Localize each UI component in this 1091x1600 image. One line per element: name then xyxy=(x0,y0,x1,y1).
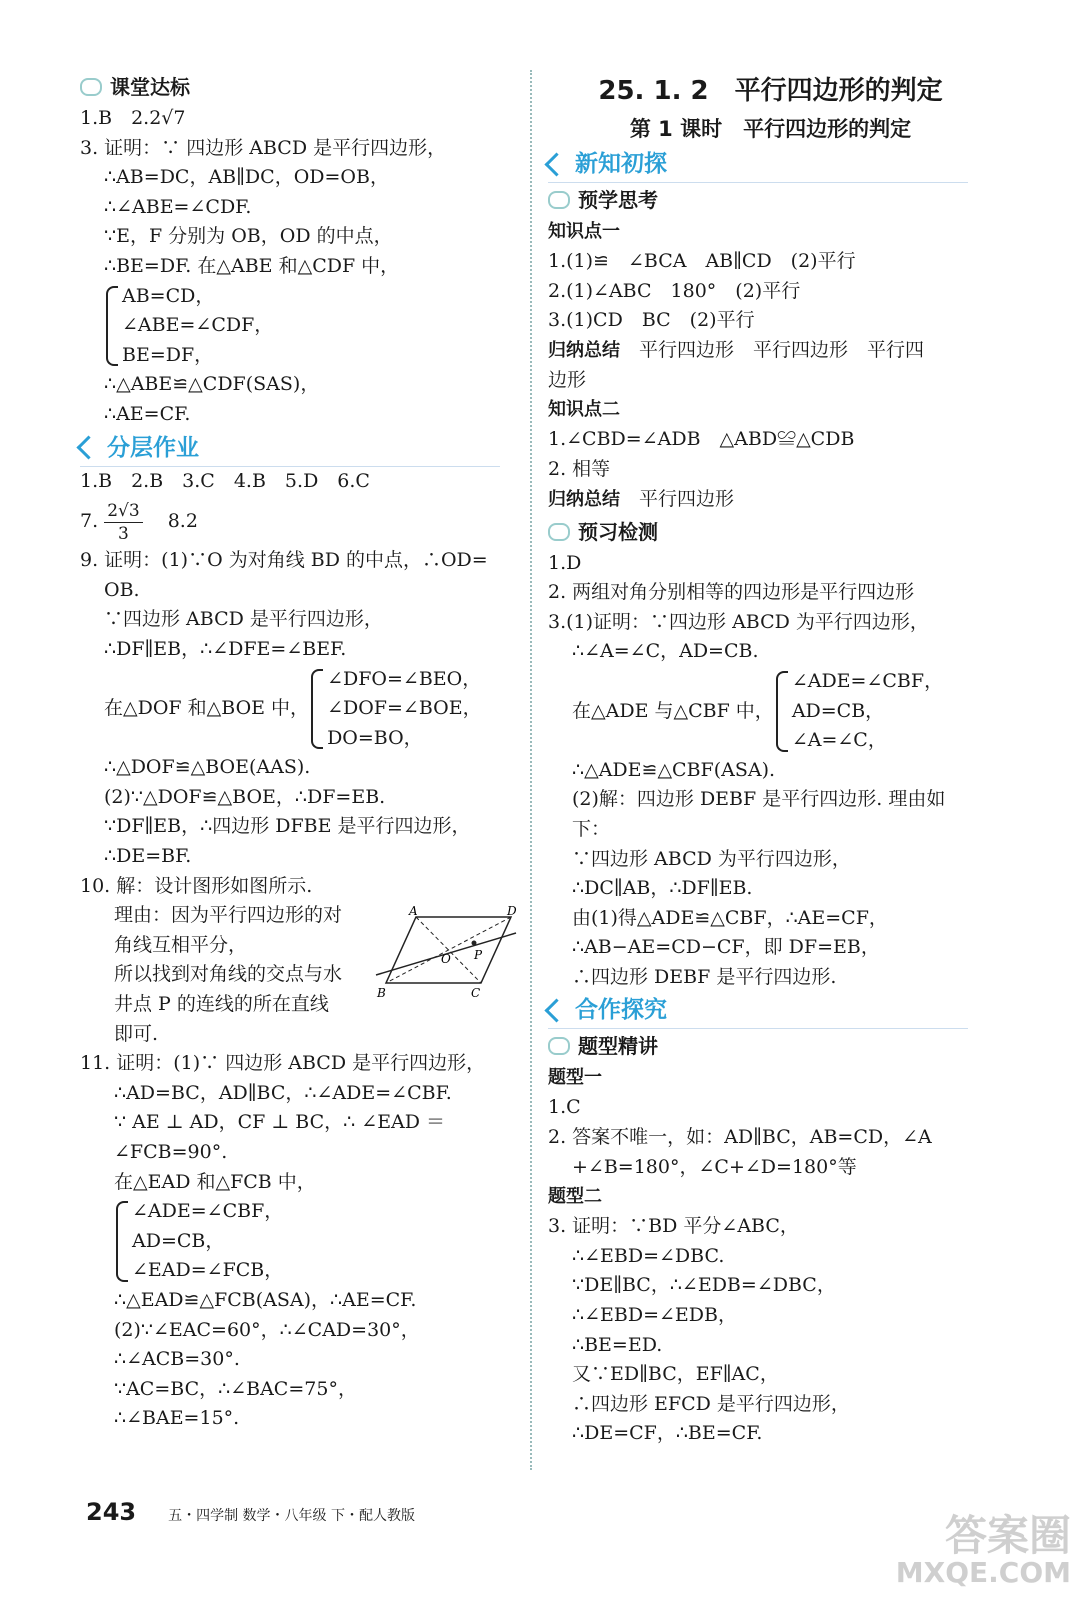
system-line: ∠ADE=∠CBF， xyxy=(791,669,944,692)
system-line: ∠ADE=∠CBF， xyxy=(132,1200,284,1223)
answer-line: (2)∵△DOF≌△BOE，∴DF=EB. xyxy=(104,785,386,808)
answer-line: ∴△DOF≌△BOE(AAS). xyxy=(104,756,311,779)
answer-line: ∵四边形 ABCD 为平行四边形， xyxy=(572,847,851,870)
equation-system xyxy=(80,1197,520,1286)
system-intro: 在△DOF 和△BOE 中， xyxy=(104,697,310,720)
column-divider xyxy=(530,70,532,1470)
pencil-icon xyxy=(548,523,570,541)
page-number: 243 xyxy=(86,1498,137,1526)
answer-line: ∴∠A=∠C，AD=CB. xyxy=(572,640,759,663)
answer-line: ∵E，F 分别为 OB，OD 的中点， xyxy=(104,225,393,248)
subheading: 题型二 xyxy=(548,1186,602,1208)
answer-line: ∴BE=ED. xyxy=(572,1333,663,1356)
answer-line: 1.∠CBD=∠ADB △ABD≌△CDB xyxy=(548,428,855,451)
section-heading-jiance: 预习检测 xyxy=(548,515,993,549)
answer-line-7: 7. $\frac{2√3}{3}$ 8.2 xyxy=(80,500,198,544)
answer-line: 3. 证明：∵BD 平分∠ABC， xyxy=(548,1215,799,1238)
answer-line: ∴AE=CF. xyxy=(104,402,191,425)
equation-system xyxy=(80,282,520,371)
answer-line: ∴AB−AE=CD−CF，即 DF=EB， xyxy=(572,936,880,959)
right-column xyxy=(548,70,993,1449)
point-p xyxy=(472,941,477,946)
answer-line: ∴AD=BC，AD∥BC，∴∠ADE=∠CBF. xyxy=(114,1081,452,1104)
equation-system xyxy=(548,667,993,756)
answer-line: ∴DE=CF，∴BE=CF. xyxy=(572,1422,763,1445)
answer-line: ∴△ADE≌△CBF(ASA). xyxy=(572,758,776,781)
equation-system xyxy=(80,665,520,754)
label-c: C xyxy=(471,986,481,1001)
answer-line: ∵DE∥BC，∴∠EDB=∠DBC， xyxy=(572,1274,836,1297)
answer-line: 3.(1)CD BC (2)平行 xyxy=(548,309,755,332)
answer-line: 3. 证明：∵ 四边形 ABCD 是平行四边形， xyxy=(80,136,447,159)
answer-line: ∴∠EBD=∠EDB， xyxy=(572,1304,737,1327)
answer-line: ∴四边形 DEBF 是平行四边形. xyxy=(572,965,837,988)
answer-line: ∴BE=DF. 在△ABE 和△CDF 中， xyxy=(104,254,400,277)
person-icon xyxy=(548,191,570,209)
answer-line: ∴∠BAE=15°. xyxy=(114,1407,240,1430)
section-heading-tixing: 题型精讲 xyxy=(548,1029,993,1063)
answer-line: 在△EAD 和△FCB 中， xyxy=(114,1170,316,1193)
answer-line: ∴DE=BF. xyxy=(104,845,192,868)
label-a: A xyxy=(409,905,419,919)
answer-line: ∴∠EBD=∠DBC. xyxy=(572,1244,725,1267)
answer-line: 10. 解：设计图形如图所示. xyxy=(80,874,313,897)
answer-line: 井点 P 的连线的所在直线 xyxy=(114,993,329,1016)
section-heading-yuxue: 预学思考 xyxy=(548,183,993,217)
brace xyxy=(106,286,118,367)
system-line: ∠ABE=∠CDF， xyxy=(122,314,274,337)
answer-line: 1.C xyxy=(548,1096,581,1119)
section-heading-hezuo: 合作探究 xyxy=(548,992,968,1029)
summary-line: 归纳总结 平行四边形 xyxy=(548,487,735,510)
system-line: AB=CD， xyxy=(122,284,215,307)
answer-line: 3.(1)证明：∵四边形 ABCD 为平行四边形， xyxy=(548,610,929,633)
subheading: 知识点二 xyxy=(548,399,620,421)
answer-line: 又∵ED∥BC，EF∥AC， xyxy=(572,1363,779,1386)
answer-line: 角线互相平分， xyxy=(114,933,248,956)
answer-line: ∴△ABE≌△CDF(SAS)， xyxy=(104,373,320,396)
page-footer xyxy=(86,1498,415,1526)
section-heading-keta: 课堂达标 xyxy=(80,70,520,104)
system-line: ∠EAD=∠FCB， xyxy=(132,1259,284,1282)
answer-line: 2. 两组对角分别相等的四边形是平行四边形 xyxy=(548,581,915,604)
answer-line: 1.D xyxy=(548,551,582,574)
answer-line: OB. xyxy=(104,578,140,601)
bubble-icon xyxy=(548,1037,570,1055)
book-icon xyxy=(80,78,102,96)
answer-line: ∴∠ACB=30°. xyxy=(114,1348,240,1371)
watermark-url: MXQE.COM xyxy=(895,1556,1071,1589)
answer-line: (2)∵∠EAC=60°，∴∠CAD=30°， xyxy=(114,1318,420,1341)
answer-line: 1.B 2.2√7 xyxy=(80,107,186,129)
answer-line: (2)解：四边形 DEBF 是平行四边形. 理由如 xyxy=(572,788,946,811)
answer-line: ∴∠ABE=∠CDF. xyxy=(104,195,252,218)
answer-line: +∠B=180°，∠C+∠D=180°等 xyxy=(572,1155,857,1178)
answer-line: 1.B 2.B 3.C 4.B 5.D 6.C xyxy=(80,469,370,492)
answer-line: ∴四边形 EFCD 是平行四边形， xyxy=(572,1392,850,1415)
subheading: 题型一 xyxy=(548,1067,602,1089)
system-line: ∠DFO=∠BEO， xyxy=(327,667,482,690)
fraction: $\frac{2√3}{3}$ xyxy=(104,500,142,545)
answer-line: 11. 证明：(1)∵ 四边形 ABCD 是平行四边形， xyxy=(80,1052,486,1075)
parallelogram-figure xyxy=(371,905,520,1005)
brace xyxy=(776,671,788,752)
answer-line: 下： xyxy=(572,817,611,840)
arrow-icon xyxy=(544,152,568,176)
system-line: ∠A=∠C， xyxy=(791,729,887,752)
arrow-icon xyxy=(544,998,568,1022)
section-heading-fenceng: 分层作业 xyxy=(80,430,500,467)
lesson-title: 第 1 课时 平行四边形的判定 xyxy=(629,117,912,141)
answer-line: 9. 证明：(1)∵O 为对角线 BD 的中点，∴OD= xyxy=(80,549,488,572)
diagonal-bd xyxy=(386,917,511,983)
answer-line: 即可. xyxy=(114,1022,159,1045)
brace xyxy=(116,1201,128,1282)
answer-line: ∴DC∥AB，∴DF∥EB. xyxy=(572,877,753,900)
brace xyxy=(311,669,323,750)
answer-line: 由(1)得△ADE≌△CBF，∴AE=CF， xyxy=(572,906,888,929)
q10-block xyxy=(80,901,520,1049)
system-line: ∠DOF=∠BOE， xyxy=(327,697,482,720)
footer-text: 五・四学制 数学・八年级 下・配人教版 xyxy=(168,1508,416,1524)
left-column xyxy=(80,70,520,1434)
watermark-logo: 答案圈 xyxy=(944,1511,1071,1560)
answer-line: ∠FCB=90°. xyxy=(114,1141,228,1163)
answer-line: 理由：因为平行四边形的对 xyxy=(114,904,343,927)
answer-line: ∴△EAD≌△FCB(ASA)，∴AE=CF. xyxy=(114,1288,417,1311)
answer-line: 2. 相等 xyxy=(548,457,611,480)
answer-line: ∵AC=BC，∴∠BAC=75°， xyxy=(114,1377,357,1400)
system-intro: 在△ADE 与△CBF 中， xyxy=(572,699,774,722)
answer-line: 所以找到对角线的交点与水 xyxy=(114,963,343,986)
label-d: D xyxy=(507,905,518,919)
watermark xyxy=(895,1511,1071,1589)
section-title: 25. 1. 2 平行四边形的判定 xyxy=(598,76,943,106)
system-line: AD=CB， xyxy=(791,699,885,722)
label-b: B xyxy=(377,986,387,1001)
answer-line: ∵四边形 ABCD 是平行四边形， xyxy=(104,608,383,631)
arrow-icon xyxy=(76,436,100,460)
subheading: 知识点一 xyxy=(548,221,620,242)
label-p: P xyxy=(474,948,483,963)
answer-line: 2.(1)∠ABC 180° (2)平行 xyxy=(548,279,801,302)
section-heading-xinzhi: 新知初探 xyxy=(548,146,968,183)
summary-line: 归纳总结 平行四边形 平行四边形 平行四 xyxy=(548,338,925,361)
answer-line: ∴DF∥EB，∴∠DFE=∠BEF. xyxy=(104,637,347,660)
label-o: O xyxy=(441,952,452,967)
answer-line: ∴AB=DC，AB∥DC，OD=OB， xyxy=(104,166,389,189)
answer-line: 2. 答案不唯一，如：AD∥BC，AB=CD，∠A xyxy=(548,1126,932,1149)
summary-line: 边形 xyxy=(548,368,587,391)
answer-line: ∵ AE ⊥ AD，CF ⊥ BC，∴ ∠EAD ＝ xyxy=(114,1111,446,1134)
system-line: BE=DF， xyxy=(122,343,214,366)
answer-line: 1.(1)≌ ∠BCA AB∥CD (2)平行 xyxy=(548,250,856,272)
system-line: DO=BO， xyxy=(327,726,423,749)
system-line: AD=CB， xyxy=(132,1229,225,1252)
answer-line: ∵DF∥EB，∴四边形 DFBE 是平行四边形， xyxy=(104,815,471,838)
